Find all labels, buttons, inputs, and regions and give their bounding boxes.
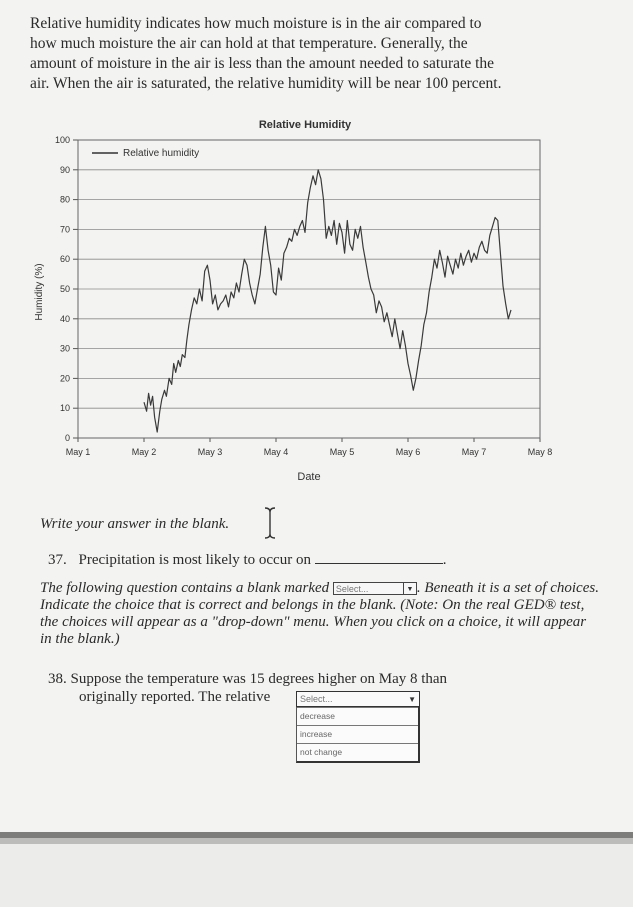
intro-line: air. When the air is saturated, the relative humidity will be near 100 percent. [30, 75, 502, 92]
relative-humidity-chart [30, 112, 590, 492]
intro-line: amount of moisture in the air is less than the amount needed to saturate the [30, 55, 495, 72]
page-bottom-area [0, 844, 633, 907]
x-tick-label: May 5 [329, 447, 355, 457]
x-tick-label: May 3 [197, 447, 223, 457]
inline-select-label: Select... [335, 584, 369, 595]
chart-y-axis-label: Humidity (%) [34, 263, 45, 321]
x-tick-label: May 6 [395, 447, 421, 457]
question-38 [48, 670, 528, 706]
legend-series-name: Relative humidity [123, 148, 200, 159]
y-tick-label: 20 [59, 373, 70, 384]
question-text: Precipitation is most likely to occur on [78, 552, 311, 568]
x-tick-label: May 2 [131, 447, 157, 457]
dropdown-selected[interactable] [296, 691, 420, 707]
chevron-down-icon: ▼ [403, 583, 416, 594]
intro-line: Relative humidity indicates how much moisture is in the air compared to [30, 15, 482, 32]
humidity-series-line [144, 170, 511, 432]
instructions-text: . Beneath it is a set of choices. Indicate the choice that is correct and belongs in the blank. (Note: On the real GED® test, the choices will appear as a "drop-down" menu. When you click on a choice, it will appear in the blank.) [40, 580, 599, 647]
dropdown-option-not-change[interactable]: not change [297, 743, 418, 761]
y-tick-label: 60 [59, 254, 70, 265]
y-tick-label: 80 [59, 194, 70, 205]
dropdown-selected-label: Select... [300, 694, 333, 704]
answer-blank-37[interactable] [315, 548, 443, 564]
question-number: 38. [48, 671, 67, 687]
intro-paragraph [30, 14, 590, 94]
write-answer-prompt: Write your answer in the blank. [40, 516, 230, 532]
chart-x-axis-label: Date [297, 471, 321, 483]
x-tick-label: May 1 [65, 447, 91, 457]
dropdown-option-decrease[interactable]: decrease [297, 707, 418, 725]
x-tick-label: May 4 [263, 447, 289, 457]
x-tick-label: May 8 [527, 447, 553, 457]
y-tick-label: 70 [59, 224, 70, 235]
inline-select-sample [333, 582, 417, 595]
dropdown-options [296, 707, 420, 763]
instructions-text: The following question contains a blank marked [40, 580, 330, 596]
y-tick-label: 30 [59, 343, 70, 354]
y-tick-label: 10 [59, 403, 70, 414]
y-tick-label: 40 [59, 313, 70, 324]
y-tick-label: 50 [59, 284, 70, 294]
text-cursor-icon [262, 506, 278, 540]
question-37 [48, 548, 446, 569]
chart-legend [92, 148, 199, 159]
chart-title: Relative Humidity [258, 119, 352, 131]
question-number: 37. [48, 552, 67, 568]
y-tick-label: 0 [64, 433, 70, 443]
y-tick-label: 100 [54, 135, 70, 145]
question-end-punct: . [442, 552, 447, 568]
dropdown-option-increase[interactable]: increase [297, 725, 418, 743]
x-tick-label: May 7 [461, 447, 487, 457]
question-text: originally reported. The relative [79, 689, 271, 705]
answer-dropdown-38[interactable] [296, 691, 420, 763]
dropdown-instructions [40, 580, 600, 648]
intro-line: how much moisture the air can hold at that temperature. Generally, the [30, 35, 468, 52]
question-text: Suppose the temperature was 15 degrees higher on May 8 than [70, 671, 448, 687]
chevron-down-icon[interactable]: ▼ [408, 695, 416, 704]
y-tick-label: 90 [59, 164, 70, 175]
